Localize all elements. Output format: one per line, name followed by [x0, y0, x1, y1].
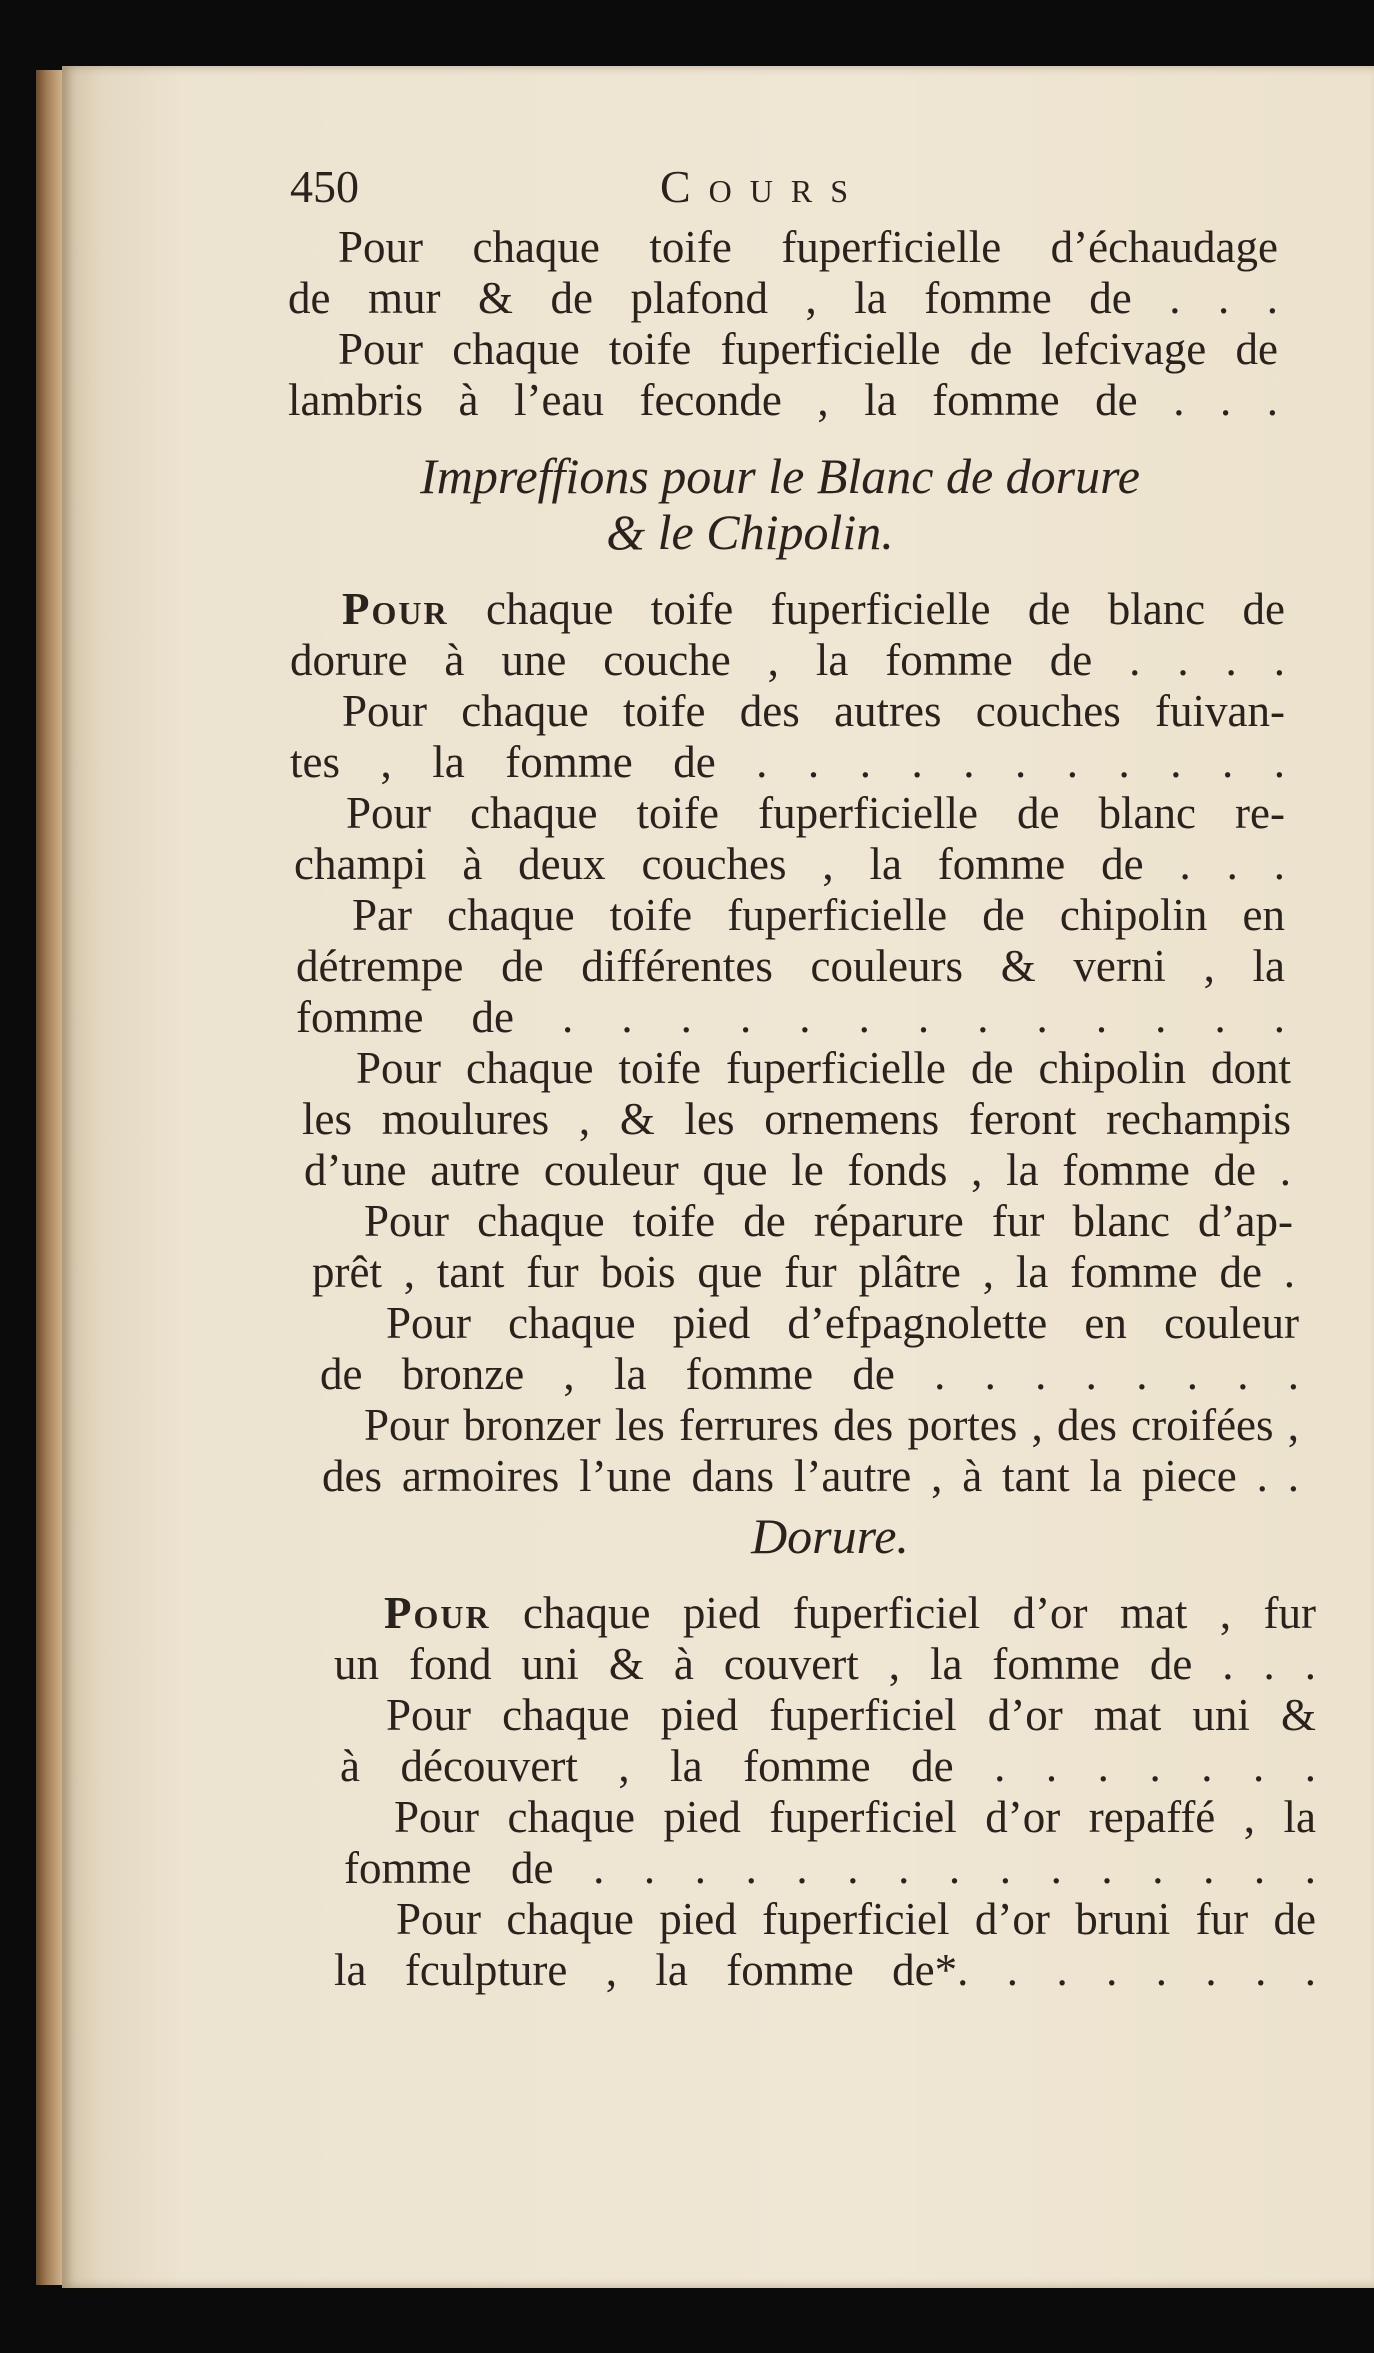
page-number: 450 — [290, 161, 359, 212]
section-heading-dorure — [700, 1508, 960, 1564]
heading-line: Impreffions pour le Blanc de dorure — [420, 448, 1140, 504]
text-line: fomme de . . . . . . . . . . . . . — [296, 992, 1285, 1042]
text-line: Pour chaque pied fuperficiel d’or bruni fur de — [396, 1894, 1316, 1944]
text-block-3 — [334, 1588, 1316, 1996]
text-line: des armoires l’une dans l’autre , à tant la piece . . — [322, 1451, 1299, 1501]
text-line: tes , la fomme de . . . . . . . . . . . — [290, 737, 1285, 787]
text-line: Pour chaque toife fuperficielle d’échaudage — [338, 222, 1278, 272]
text-line: lambris à l’eau feconde , la fomme de . . . — [288, 375, 1278, 425]
text-line: Pour chaque pied d’efpagnolette en couleur — [386, 1298, 1299, 1348]
text-line: les moulures , & les ornemens feront rechampis — [302, 1094, 1291, 1144]
text-line: dorure à une couche , la fomme de . . . . — [290, 635, 1285, 685]
text-line-first — [290, 584, 1285, 635]
text-line: Pour chaque toife fuperficielle de chipolin dont — [356, 1043, 1291, 1093]
text-line: Pour chaque toife des autres couches fuivan- — [342, 686, 1285, 736]
heading-line: Dorure. — [751, 1508, 909, 1564]
text-block-1 — [288, 222, 1278, 426]
text-fragment: chaque pied fuperficiel d’or mat , fur — [523, 1588, 1316, 1638]
text-line: Pour chaque toife fuperficielle de lefcivage de — [338, 324, 1278, 374]
text-line: Par chaque toife fuperficielle de chipolin en — [352, 890, 1285, 940]
text-line: fomme de . . . . . . . . . . . . . . . — [344, 1843, 1316, 1893]
text-line: à découvert , la fomme de . . . . . . . — [340, 1741, 1316, 1791]
text-line: Pour chaque toife fuperficielle de blanc re- — [346, 788, 1285, 838]
text-line: Pour chaque pied fuperficiel d’or mat uni & — [386, 1690, 1316, 1740]
text-line: d’une autre couleur que le fonds , la fomme de . — [304, 1145, 1291, 1195]
smallcaps-word: Pour — [342, 584, 449, 634]
text-line: Pour chaque pied fuperficiel d’or repaffé , la — [394, 1792, 1316, 1842]
running-head: Cours — [660, 161, 867, 212]
text-line: prêt , tant fur bois que fur plâtre , la fomme de . — [312, 1247, 1295, 1297]
text-line: Pour chaque toife de réparure fur blanc d’ap- — [364, 1196, 1293, 1246]
text-line: la fculpture , la fomme de*. . . . . . . . — [334, 1945, 1316, 1995]
text-line: de mur & de plafond , la fomme de . . . — [288, 273, 1278, 323]
text-block-2 — [290, 584, 1299, 1502]
text-line: un fond uni & à couvert , la fomme de . . . — [334, 1639, 1316, 1689]
section-heading-impressions — [300, 448, 1260, 560]
text-line: de bronze , la fomme de . . . . . . . . — [320, 1349, 1299, 1399]
text-line: détrempe de différentes couleurs & verni , la — [296, 941, 1285, 991]
text-line-first — [334, 1588, 1316, 1639]
smallcaps-word: Pour — [384, 1588, 491, 1638]
text-fragment: chaque toife fuperficielle de blanc de — [485, 584, 1285, 634]
heading-line: & le Chipolin. — [606, 504, 894, 560]
text-line: Pour bronzer les ferrures des portes , des croifées , — [364, 1400, 1299, 1450]
text-line: champi à deux couches , la fomme de . . . — [294, 839, 1285, 889]
